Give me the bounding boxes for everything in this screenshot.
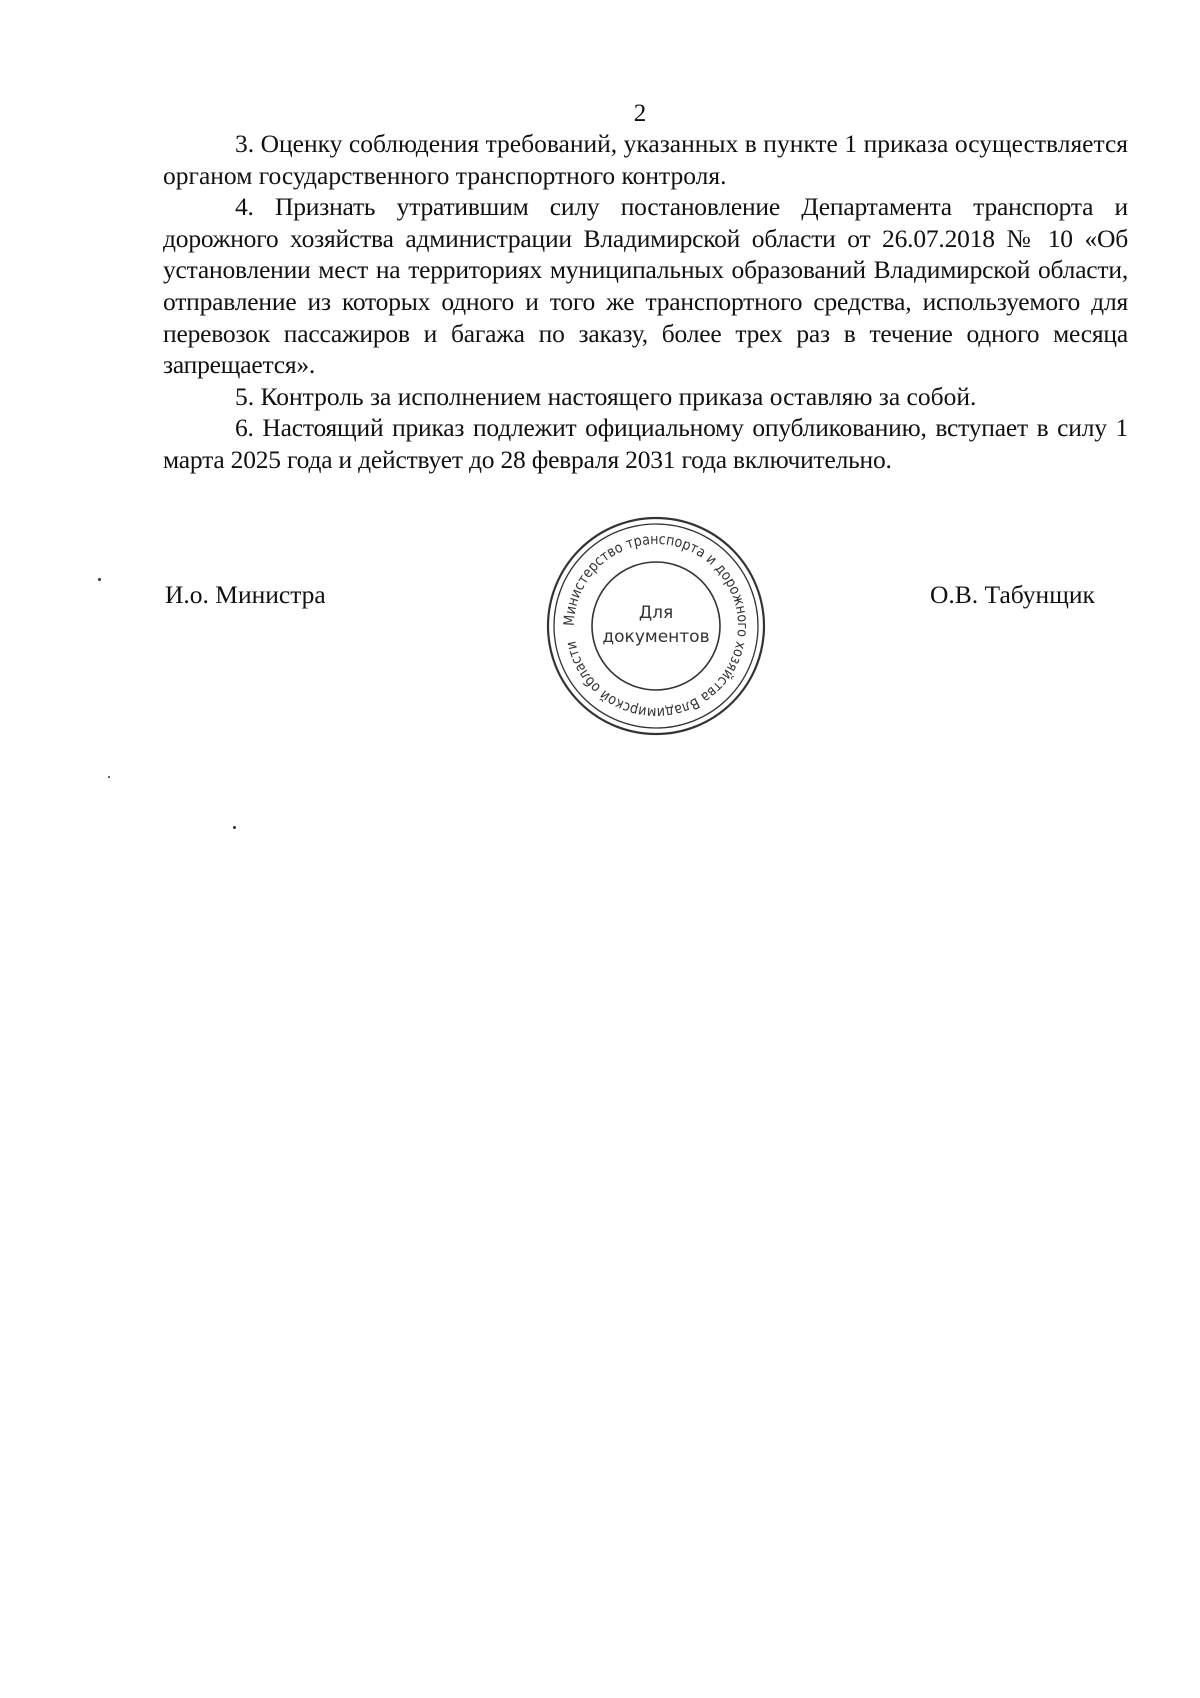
paragraph-4 [163, 191, 1128, 381]
paragraph-line: 6. Настоящий приказ подлежит официальному опубликованию, вступает [235, 413, 1028, 443]
paragraph-3 [163, 128, 1128, 191]
page-number: 2 [633, 100, 647, 127]
paragraph-6 [163, 412, 1128, 475]
paragraph-line: № 10 «Об установлении мест на территориях муниципальных образований [163, 223, 1128, 285]
paragraph-line: и дорожного хозяйства администрации Владимирской области от 26.07.2018 [163, 192, 1128, 253]
paragraph-line: осуществляется органом государственного транспортного контроля. [163, 129, 1129, 190]
signatory-title: И.о. Министра [165, 580, 326, 609]
paragraph-line: 4. Признать утратившим силу постановление Департамента транспорта [235, 192, 1094, 222]
stamp-center-line-1: Для [638, 603, 674, 623]
paragraph-line: 5. Контроль за исполнением настоящего приказа оставляю за собой. [235, 381, 977, 411]
document-body [163, 128, 1128, 476]
scan-speck [233, 826, 236, 829]
paragraph-line: и багажа по заказу, более трех раз в течение одного месяца запрещается». [163, 318, 1128, 380]
scan-speck [98, 578, 101, 581]
official-stamp [542, 512, 770, 740]
paragraph-line: и того же транспортного средства, используемого для перевозок пассажиров [163, 286, 1129, 348]
stamp-ring-text: Министерство транспорта и дорожного хозяйства Владимирской области [561, 531, 751, 721]
paragraph-line: Владимирской области, отправление из которых одного [163, 255, 1128, 316]
paragraph-5 [163, 381, 1128, 413]
scan-speck [108, 776, 110, 778]
stamp-center-line-2: документов [602, 627, 710, 647]
paragraph-line: в силу 1 марта 2025 года и действует до 28 февраля 2031 года включительно. [163, 413, 1128, 474]
signatory-name: О.В. Табунщик [930, 580, 1095, 609]
paragraph-line: 3. Оценку соблюдения требований, указанных в пункте 1 приказа [235, 129, 949, 158]
